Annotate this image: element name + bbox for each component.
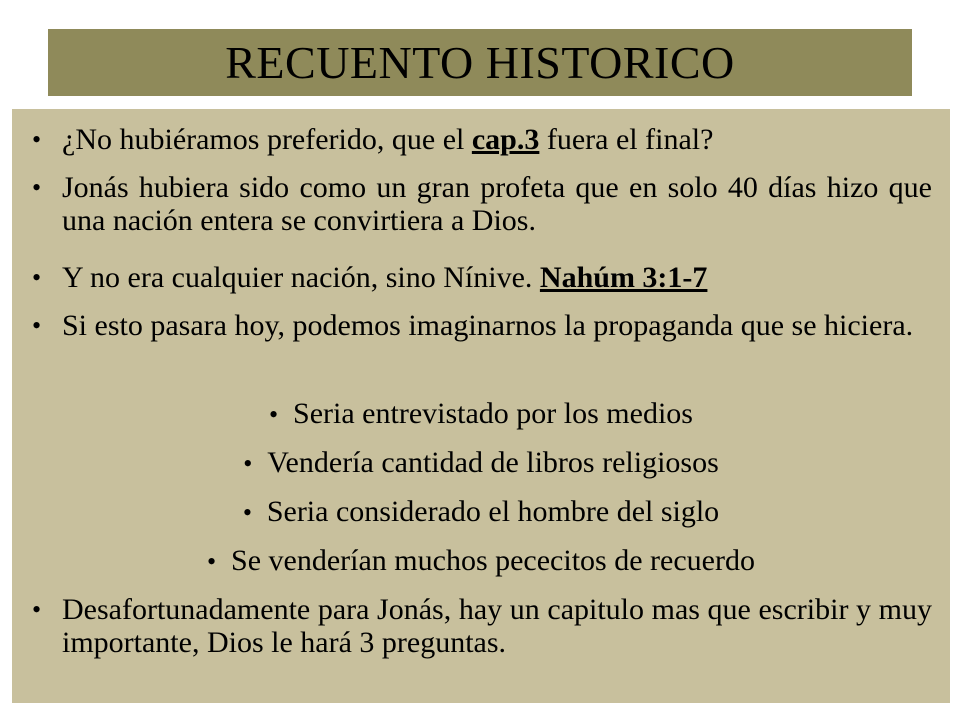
bullet-text: Si esto pasara hoy, podemos imaginarnos la propaganda que se hiciera. [62, 309, 914, 342]
content-panel [12, 109, 950, 703]
bullet-icon: • [269, 400, 279, 429]
bullet-item-3 [32, 261, 932, 294]
bullet-text [62, 123, 932, 156]
sub-bullet-item-3 [12, 495, 950, 529]
sub-bullet-text: Se venderían muchos pececitos de recuerdo [231, 544, 755, 577]
sub-bullet-text: Seria entrevistado por los medios [293, 397, 693, 430]
title-bar [48, 29, 912, 96]
bullet-text [62, 261, 932, 294]
sub-bullet-item-4 [12, 544, 950, 578]
bullet-item-2 [32, 171, 932, 237]
bullet-text-pre: ¿No hubiéramos preferido, que el [62, 123, 472, 156]
bullet-icon: • [207, 547, 217, 576]
bullet-icon: • [32, 173, 42, 202]
bullet-icon: • [32, 263, 42, 292]
bullet-text: Jonás hubiera sido como un gran profeta que en solo 40 días hizo que una nación entera se convirtiera a Dios. [62, 171, 932, 237]
sub-bullet-item-1 [12, 397, 950, 431]
sub-bullet-text: Seria considerado el hombre del siglo [266, 495, 720, 528]
bullet-icon: • [32, 125, 42, 154]
sub-bullet-item-2 [12, 446, 950, 480]
chapter-link[interactable]: cap.3 [471, 123, 540, 156]
bullet-icon: • [32, 311, 42, 340]
sub-bullet-text: Vendería cantidad de libros religiosos [267, 446, 719, 479]
bullet-item-1 [32, 123, 932, 156]
bullet-item-5 [32, 593, 932, 659]
bullet-icon: • [242, 498, 252, 527]
bullet-item-4 [32, 309, 932, 342]
bullet-text-post: fuera el final? [539, 123, 714, 156]
scripture-link[interactable]: Nahúm 3:1-7 [539, 261, 708, 294]
bullet-text-pre: Y no era cualquier nación, sino Nínive. [62, 261, 540, 294]
slide-title: RECUENTO HISTORICO [225, 37, 735, 88]
bullet-text: Desafortunadamente para Jonás, hay un capitulo mas que escribir y muy importante, Dios le hará 3 preguntas. [62, 593, 932, 659]
bullet-icon: • [32, 595, 42, 624]
bullet-icon: • [243, 449, 253, 478]
